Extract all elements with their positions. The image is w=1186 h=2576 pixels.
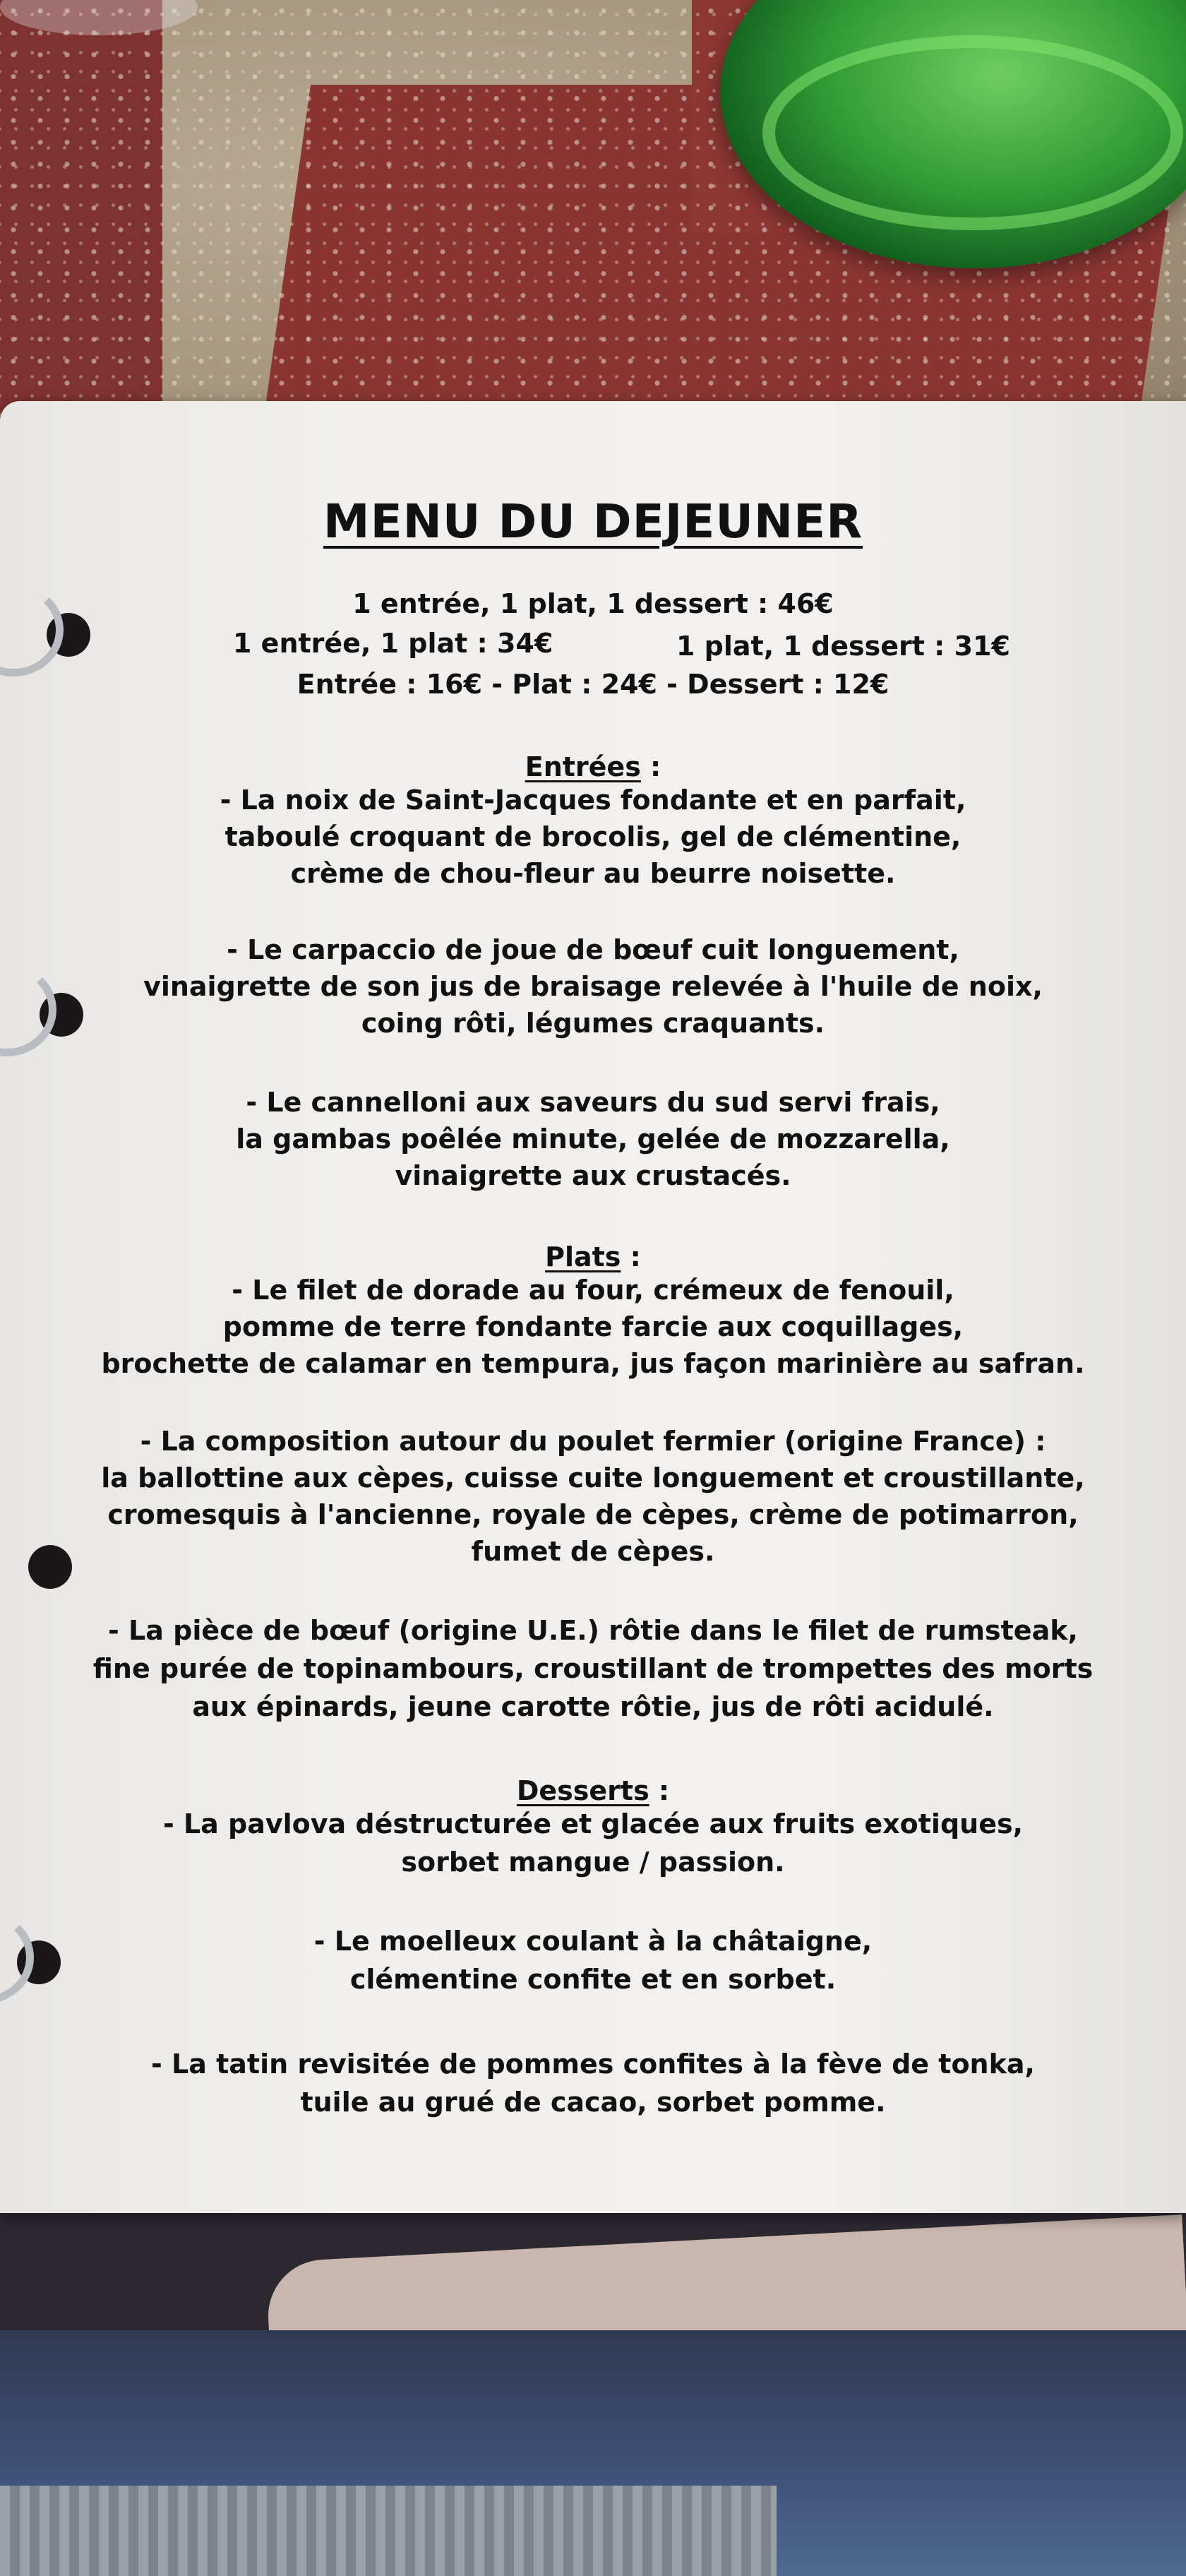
menu-item-line: la ballottine aux cèpes, cuisse cuite longuement et croustillante, <box>101 1462 1085 1493</box>
menu-item-line: - La tatin revisitée de pommes confites à la fève de tonka, <box>151 2049 1035 2080</box>
menu-item-line: - Le moelleux coulant à la châtaigne, <box>313 1926 873 1957</box>
price-line: 1 plat, 1 dessert : 31€ <box>676 631 1010 662</box>
menu-item-line: vinaigrette aux crustacés. <box>395 1160 791 1191</box>
menu-item-line: fine purée de topinambours, croustillant de trompettes des morts <box>92 1653 1094 1684</box>
price-line: 1 entrée, 1 plat : 34€ <box>233 628 553 659</box>
menu-item-line: coing rôti, légumes craquants. <box>361 1008 825 1039</box>
menu-item-line: tuile au grué de cacao, sorbet pomme. <box>300 2087 886 2118</box>
section-heading-label: Plats <box>545 1241 621 1272</box>
section-heading-label: Entrées <box>525 751 641 782</box>
menu-item-line: - La composition autour du poulet fermier (origine France) : <box>140 1426 1046 1457</box>
menu-item-line: brochette de calamar en tempura, jus façon marinière au safran. <box>101 1348 1085 1379</box>
menu-item-line: - La noix de Saint-Jacques fondante et en parfait, <box>220 785 966 816</box>
menu-item-line: clémentine confite et en sorbet. <box>349 1964 837 1995</box>
price-line: 1 entrée, 1 plat, 1 dessert : 46€ <box>352 588 834 619</box>
menu-item-line: - La pièce de bœuf (origine U.E.) rôtie dans le filet de rumsteak, <box>108 1615 1078 1646</box>
menu-item-line: sorbet mangue / passion. <box>401 1847 785 1878</box>
menu-item-line: - La pavlova déstructurée et glacée aux fruits exotiques, <box>162 1808 1024 1839</box>
menu-page <box>0 401 1186 2213</box>
menu-item-line: - Le filet de dorade au four, crémeux de fenouil, <box>232 1275 954 1306</box>
menu-item-line: fumet de cèpes. <box>471 1536 715 1567</box>
sweater <box>0 2486 777 2576</box>
section-heading-entrees: Entrées : <box>525 751 661 782</box>
menu-item-line: - Le carpaccio de joue de bœuf cuit longuement, <box>227 934 959 965</box>
section-heading-desserts: Desserts : <box>516 1775 670 1806</box>
menu-item-line: - Le cannelloni aux saveurs du sud servi frais, <box>246 1087 940 1118</box>
menu-item-line: aux épinards, jeune carotte rôtie, jus de rôti acidulé. <box>192 1691 994 1722</box>
section-heading-label: Desserts <box>516 1775 649 1806</box>
menu-item-line: taboulé croquant de brocolis, gel de clémentine, <box>224 821 962 852</box>
tablecloth <box>0 0 1186 452</box>
menu-item-line: la gambas poêlée minute, gelée de mozzarella, <box>236 1123 950 1155</box>
menu-item-line: vinaigrette de son jus de braisage relevée à l'huile de noix, <box>143 971 1043 1002</box>
price-line: Entrée : 16€ - Plat : 24€ - Dessert : 12€ <box>296 669 890 700</box>
menu-item-line: crème de chou-fleur au beurre noisette. <box>290 858 896 889</box>
menu-item-line: cromesquis à l'ancienne, royale de cèpes, crème de potimarron, <box>107 1499 1079 1530</box>
menu-item-line: pomme de terre fondante farcie aux coquillages, <box>222 1311 964 1342</box>
section-heading-plats: Plats : <box>545 1241 641 1272</box>
menu-title: MENU DU DEJEUNER <box>323 494 863 549</box>
